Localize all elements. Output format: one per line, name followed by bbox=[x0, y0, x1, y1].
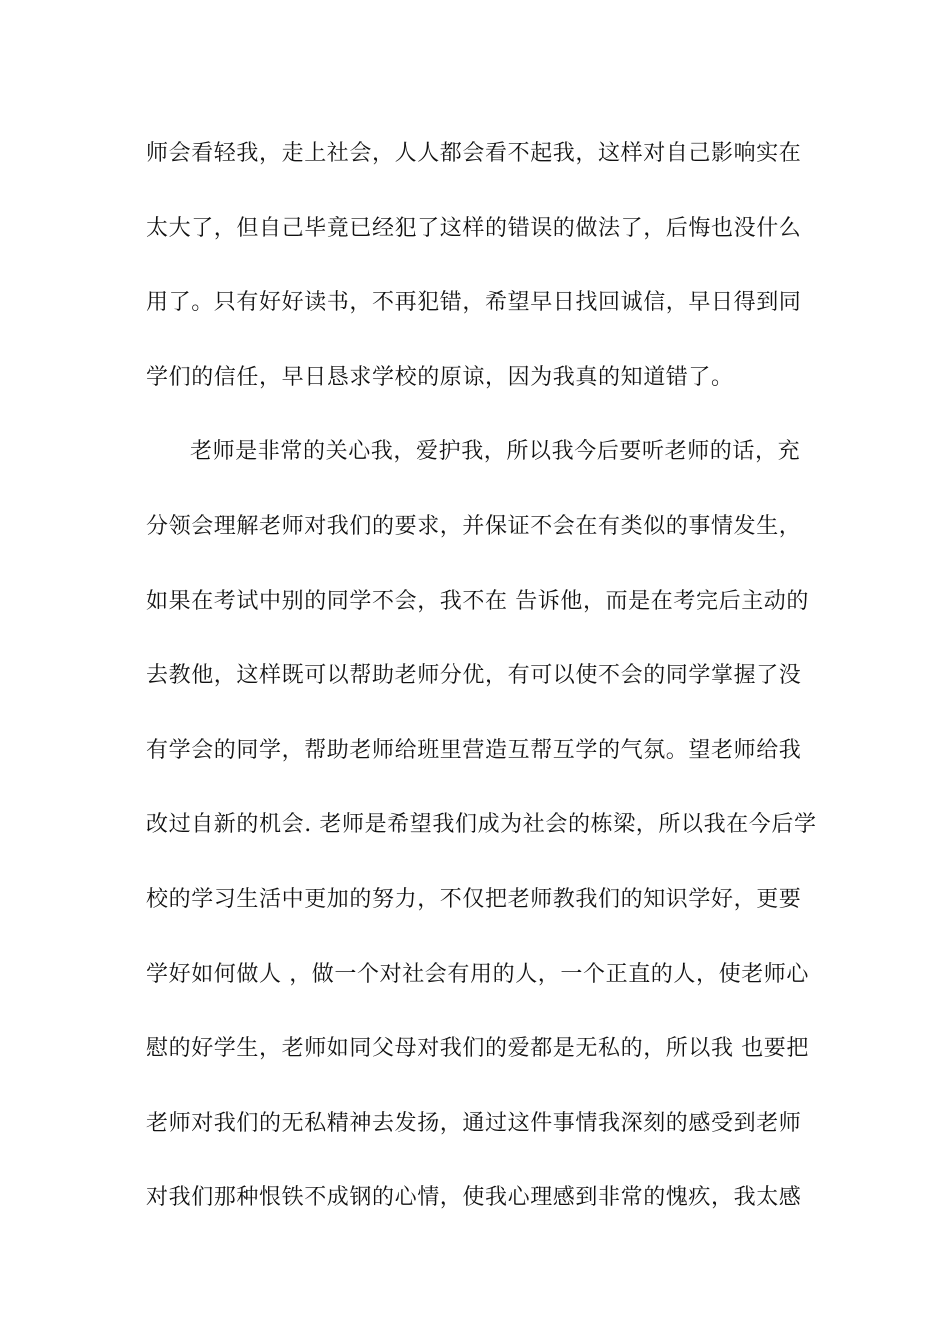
text-line-13: 慰的好学生，老师如同父母对我们的爱都是无私的，所以我 也要把 bbox=[146, 1036, 809, 1062]
document-body bbox=[146, 130, 817, 1249]
text-line-3: 用了。只有好好读书，不再犯错，希望早日找回诚信，早日得到同 bbox=[146, 290, 802, 316]
text-line-5: 老师是非常的关心我，爱护我，所以我今后要听老师的话，充 bbox=[190, 439, 801, 465]
text-line-7: 如果在考试中别的同学不会，我不在 告诉他，而是在考完后主动的 bbox=[146, 588, 809, 614]
text-line-8: 去教他，这样既可以帮助老师分优，有可以使不会的同学掌握了没 bbox=[146, 663, 802, 689]
text-line-14: 老师对我们的无私精神去发扬，通过这件事情我深刻的感受到老师 bbox=[146, 1110, 802, 1136]
text-line-9: 有学会的同学，帮助老师给班里营造互帮互学的气氛。望老师给我 bbox=[146, 737, 802, 763]
text-line-2: 太大了，但自己毕竟已经犯了这样的错误的做法了，后悔也没什么 bbox=[146, 215, 802, 241]
text-line-1: 师会看轻我，走上社会，人人都会看不起我，这样对自己影响实在 bbox=[146, 141, 802, 166]
text-line-10: 改过自新的机会. 老师是希望我们成为社会的栋梁，所以我在今后学 bbox=[146, 812, 817, 838]
text-line-6: 分领会理解老师对我们的要求，并保证不会在有类似的事情发生， bbox=[146, 513, 802, 539]
text-line-15: 对我们那种恨铁不成钢的心情，使我心理感到非常的愧疚，我太感 bbox=[146, 1185, 802, 1211]
text-line-4: 学们的信任，早日恳求学校的原谅，因为我真的知道错了。 bbox=[146, 364, 734, 390]
text-line-11: 校的学习生活中更加的努力，不仅把老师教我们的知识学好，更要 bbox=[146, 886, 802, 912]
text-line-12: 学好如何做人 ，做一个对社会有用的人，一个正直的人，使老师心 bbox=[146, 961, 809, 987]
